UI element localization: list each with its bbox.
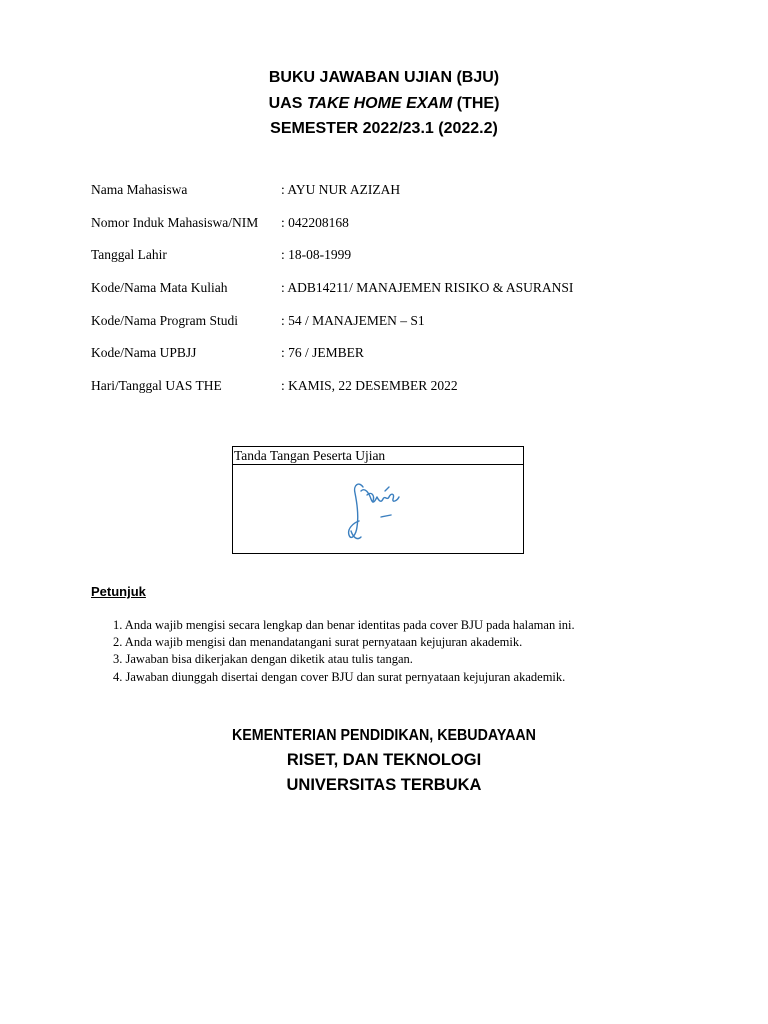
footer-line-2: RISET, DAN TEKNOLOGI [286,751,482,769]
identity-label: Nama Mahasiswa [91,182,188,197]
title-line-3: SEMESTER 2022/23.1 (2022.2) [270,120,498,137]
identity-label: Kode/Nama UPBJJ [91,345,197,361]
identity-value: : KAMIS, 22 DESEMBER 2022 [281,378,458,394]
title-line-2-suffix: (THE) [452,95,500,112]
signature-image [341,471,411,551]
instruction-item: 3. Jawaban bisa dikerjakan dengan diketik atau tulis tangan. [113,652,413,667]
identity-value: : AYU NUR AZIZAH [281,182,401,197]
identity-label: Tanggal Lahir [91,247,167,263]
title-line-2-italic: TAKE HOME EXAM [306,95,453,112]
signature-area [233,465,523,553]
title-line-2 [0,93,768,115]
identity-value: : 18-08-1999 [281,247,352,263]
instruction-item: 2. Anda wajib mengisi dan menandatangani surat pernyataan kejujuran akademik. [113,635,523,650]
title-line-2-prefix: UAS [268,95,307,112]
title-line-1: BUKU JAWABAN UJIAN (BJU) [268,69,500,86]
instruction-item: 4. Jawaban diunggah disertai dengan cover BJU dan surat pernyataan kejujuran akademik. [113,669,566,684]
identity-value: : ADB14211/ MANAJEMEN RISIKO & ASURANSI [281,280,574,296]
identity-label: Kode/Nama Program Studi [91,312,238,328]
instruction-item: 1. Anda wajib mengisi secara lengkap dan benar identitas pada cover BJU pada halaman ini. [113,618,575,632]
instructions-list [113,617,575,686]
footer-line-3: UNIVERSITAS TERBUKA [286,776,482,794]
instructions-title: Petunjuk [91,584,146,599]
identity-value: : 042208168 [281,214,349,230]
signature-box [232,446,524,554]
identity-label: Nomor Induk Mahasiswa/NIM [91,214,259,230]
identity-label: Hari/Tanggal UAS THE [91,378,222,394]
signature-label: Tanda Tangan Peserta Ujian [233,447,523,465]
identity-value: : 76 / JEMBER [281,345,364,361]
identity-value: : 54 / MANAJEMEN – S1 [281,312,425,328]
identity-label: Kode/Nama Mata Kuliah [91,280,228,296]
footer-line-1: KEMENTERIAN PENDIDIKAN, KEBUDAYAAN [231,727,536,744]
